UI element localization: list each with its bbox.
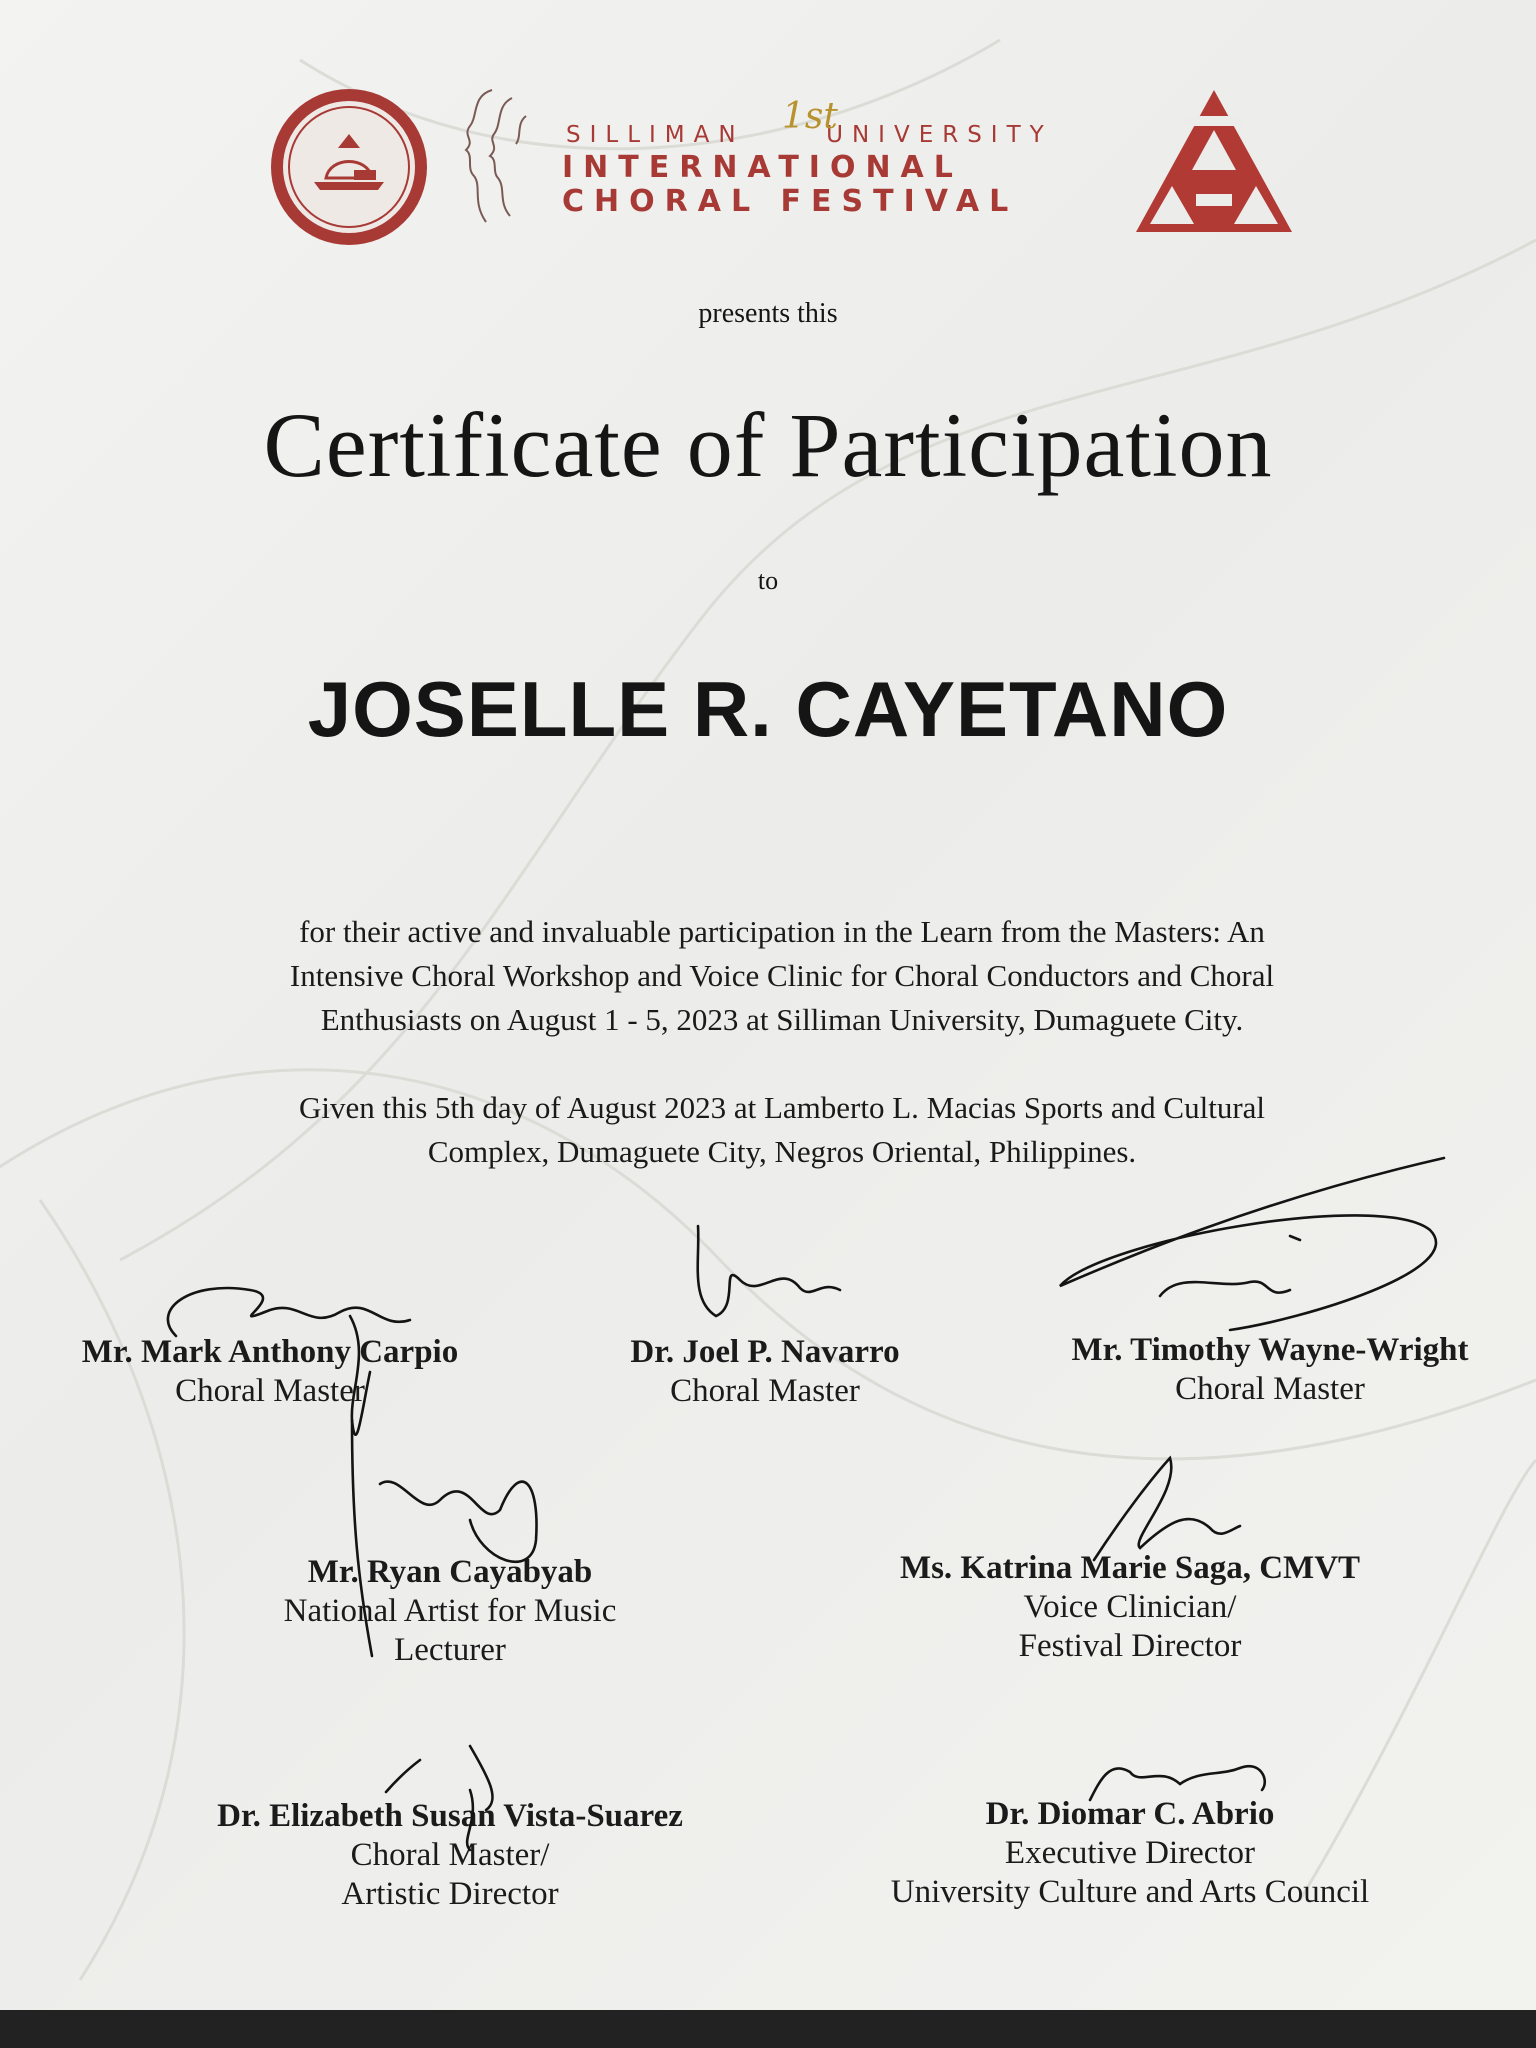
signatory-cayabyab: [200, 1552, 700, 1670]
signatory-role: Artistic Director: [341, 1876, 559, 1912]
signatory-role: National Artist for Music: [283, 1593, 617, 1629]
signatory-role: Lecturer: [394, 1632, 506, 1668]
recipient-name: JOSELLE R. CAYETANO: [307, 665, 1229, 753]
signatory-abrio: [820, 1794, 1440, 1912]
signatory-name: Ms. Katrina Marie Saga, CMVT: [899, 1550, 1361, 1586]
signatory-name: Mr. Ryan Cayabyab: [307, 1554, 593, 1590]
festival-title-line3: CHORAL FESTIVAL: [562, 184, 1019, 219]
festival-title-line2: INTERNATIONAL: [562, 150, 963, 185]
signature-wayne-wright: [1060, 1158, 1444, 1330]
singers-silhouette-icon: [452, 86, 544, 226]
signatory-name: Dr. Diomar C. Abrio: [985, 1796, 1275, 1832]
signature-saga: [1094, 1458, 1240, 1560]
statement-line: Intensive Choral Workshop and Voice Clinic for Choral Conductors and Choral: [289, 958, 1275, 993]
signatory-navarro: [550, 1332, 980, 1411]
statement-line: Enthusiasts on August 1 - 5, 2023 at Silliman University, Dumaguete City.: [320, 1002, 1244, 1037]
signatory-name: Mr. Mark Anthony Carpio: [81, 1334, 459, 1370]
participation-statement: [120, 910, 1444, 1042]
signatory-name: Mr. Timothy Wayne-Wright: [1071, 1332, 1469, 1368]
given-statement: [120, 1086, 1444, 1174]
signatory-name: Dr. Elizabeth Susan Vista-Suarez: [217, 1798, 683, 1834]
signatory-role: Choral Master/: [350, 1837, 550, 1873]
festival-triangle-logo: [1136, 90, 1292, 232]
to-text: to: [757, 566, 779, 595]
signatory-carpio: [20, 1332, 520, 1411]
signatory-vista-suarez: [150, 1796, 750, 1914]
signatory-role: Choral Master: [1175, 1371, 1365, 1407]
photo-background-edge: [0, 2010, 1536, 2048]
statement-line: for their active and invaluable participation in the Learn from the Masters: An: [299, 914, 1265, 949]
signatory-wayne-wright: [1000, 1330, 1536, 1409]
edition-mark: 1st: [782, 96, 838, 137]
certificate-title: Certificate of Participation: [263, 394, 1273, 496]
signatory-name: Dr. Joel P. Navarro: [630, 1334, 900, 1370]
signatory-saga: [840, 1548, 1420, 1666]
presents-text: presents this: [698, 298, 838, 329]
university-seal-logo: [268, 86, 430, 248]
given-line: Complex, Dumaguete City, Negros Oriental, Philippines.: [427, 1134, 1137, 1169]
signatory-role: University Culture and Arts Council: [890, 1874, 1370, 1910]
signatory-role: Executive Director: [1004, 1835, 1256, 1871]
signature-navarro: [698, 1226, 840, 1316]
signatory-role: Voice Clinician/: [1023, 1589, 1237, 1625]
signatory-role: Choral Master: [670, 1373, 860, 1409]
signatory-role: Festival Director: [1018, 1628, 1242, 1664]
given-line: Given this 5th day of August 2023 at Lamberto L. Macias Sports and Cultural: [298, 1090, 1266, 1125]
signatory-role: Choral Master: [175, 1373, 365, 1409]
festival-title-line1: SILLIMAN UNIVERSITY: [566, 122, 1053, 148]
